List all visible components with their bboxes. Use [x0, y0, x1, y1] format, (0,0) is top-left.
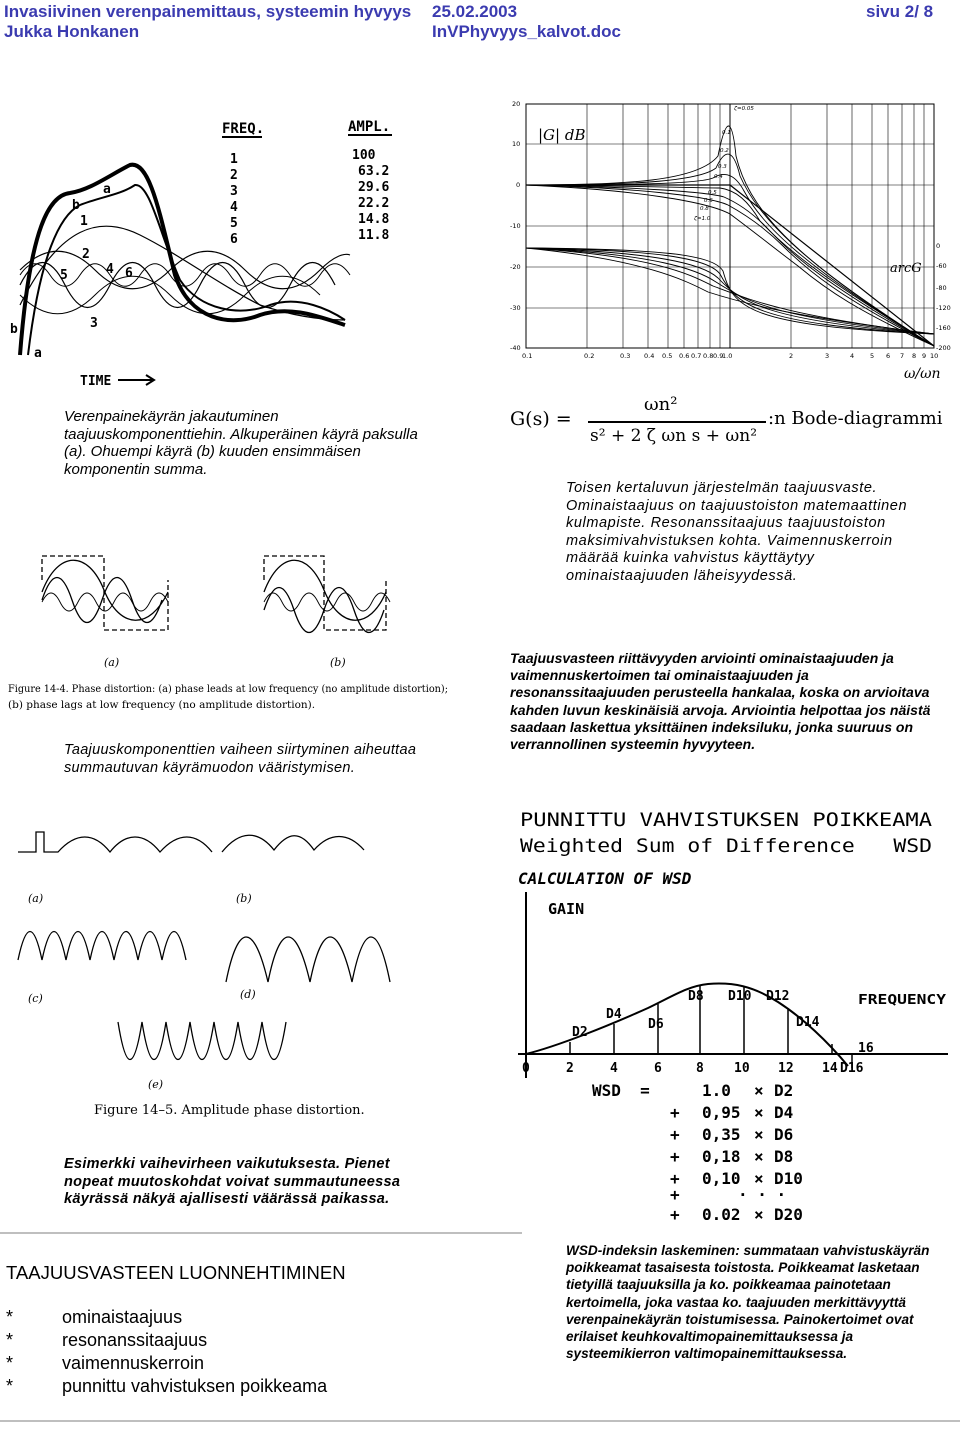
wsd-term-weight: 1.0: [702, 1081, 731, 1100]
bode-y-tick: 20: [512, 100, 521, 108]
amp-label: (d): [240, 988, 256, 1001]
list-item: [6, 1329, 207, 1351]
bode-diagram: [508, 96, 958, 384]
doc-author: Jukka Honkanen: [4, 22, 140, 41]
wsd-term-weight: 0.02: [702, 1205, 741, 1224]
amp-label: (e): [148, 1078, 164, 1091]
wsd-term-weight: 0,35: [702, 1125, 741, 1144]
list-bullet: *: [6, 1376, 14, 1396]
doc-title: Invasiivinen verenpainemittaus, systeemin hyvyys: [4, 2, 412, 21]
bode-x-label: ω/ωn: [904, 366, 941, 382]
wsd-d-label: D12: [766, 989, 790, 1004]
wsd-d-label: D16: [840, 1061, 864, 1076]
bode-x-tick: 4: [850, 352, 855, 360]
formula-lhs: G(s) =: [510, 408, 572, 430]
bode-x-tick: 9: [922, 352, 927, 360]
wsd-calc-label: CALCULATION OF WSD: [518, 869, 692, 888]
wsd-term-times: ×: [754, 1081, 764, 1100]
zeta-label: 0.2: [720, 148, 729, 154]
list-bullet: *: [6, 1353, 14, 1373]
wsd-term-op: +: [670, 1169, 680, 1188]
bode-phase-tick: -160: [936, 324, 951, 332]
bode-phase-tick: -200: [936, 344, 951, 352]
amp-label: (c): [28, 992, 43, 1005]
freq-value: 6: [230, 232, 238, 247]
freq-label: FREQ.: [222, 121, 265, 137]
wsd-term-op: +: [670, 1205, 680, 1224]
bode-phase-label: arcG: [890, 261, 922, 276]
wsd-axis-tick: 14: [822, 1061, 838, 1076]
wsd-d-label: D4: [606, 1007, 622, 1022]
bode-y-tick: -30: [510, 304, 521, 312]
amp-label: (a): [28, 892, 44, 905]
bode-phase-tick: -80: [936, 284, 947, 292]
wsd-axis-tick: 8: [696, 1061, 704, 1076]
text-evaluation: Taajuusvasteen riittävyyden arviointi ominaistaajuuden ja vaimennuskertoimen tai ominaistaajuuden ja resonanssitaajuuden perusteella hankalaa, koska on arvioitava kahden luvun keskinäisiä arvoja. Arviointia helpottaa jos näistä saadaan laskettua yksittäinen indeksiluku, jonka suuruus on verrannollinen systeemin hyvyyteen.: [510, 650, 931, 753]
wsd-term-op: +: [670, 1147, 680, 1166]
bode-x-tick: 0.4: [644, 352, 655, 360]
wsd-term-op: +: [670, 1125, 680, 1144]
doc-date: 25.02.2003: [432, 2, 518, 21]
wsd-term-weight: 0,10: [702, 1169, 741, 1188]
doc-filename: InVPhyvyys_kalvot.doc: [432, 22, 621, 41]
wsd-gain-label: GAIN: [548, 900, 585, 918]
transfer-function-formula: [506, 394, 952, 456]
bode-x-tick: 5: [870, 352, 875, 360]
wsd-title-fi: PUNNITTU VAHVISTUKSEN POIKKEAMA: [520, 809, 933, 831]
ampl-value: 11.8: [358, 228, 390, 243]
ampl-value: 22.2: [358, 196, 390, 211]
wsd-term-weight: 0,95: [702, 1103, 741, 1122]
wsd-axis-tick: 16: [858, 1041, 874, 1056]
wsd-term-times: ×: [754, 1147, 764, 1166]
wsd-equation-lhs: WSD =: [592, 1081, 650, 1100]
bode-x-tick: 0.9: [713, 352, 724, 360]
bode-x-tick: 0.6: [679, 352, 690, 360]
formula-denominator: s² + 2 ζ ωn s + ωn²: [590, 426, 758, 446]
formula-suffix: :n Bode-diagrammi: [768, 408, 943, 429]
ampl-value: 100: [352, 148, 376, 163]
bode-x-tick: 0.7: [691, 352, 702, 360]
wsd-term-times: ×: [754, 1205, 764, 1224]
wsd-axis-tick: 2: [566, 1061, 574, 1076]
freq-value: 1: [230, 152, 238, 167]
formula-fraction-bar: [588, 421, 766, 423]
page-bottom-divider: [0, 1420, 960, 1422]
bode-mag-label: |G| dB: [538, 126, 586, 144]
formula-numerator: ωn²: [644, 394, 678, 415]
wsd-axis-tick: 10: [734, 1061, 750, 1076]
bode-x-tick: 10: [930, 352, 939, 360]
phase-figure-caption: (b) phase lags at low frequency (no amplitude distortion).: [8, 699, 316, 711]
bode-phase-tick: -60: [936, 262, 947, 270]
wsd-d-label: D6: [648, 1017, 664, 1032]
wsd-term-d: D20: [774, 1205, 803, 1224]
zeta-label: 0.6: [704, 198, 713, 204]
phase-figure-caption: Figure 14-4. Phase distortion: (a) phase leads at low frequency (no amplitude distortion);: [8, 683, 448, 695]
wsd-d-label: D8: [688, 989, 704, 1004]
section-title: TAAJUUSVASTEEN LUONNEHTIMINEN: [6, 1262, 346, 1283]
wsd-axis-tick: 4: [610, 1061, 618, 1076]
freq-value: 2: [230, 168, 238, 183]
zeta-label: 0.4: [714, 174, 723, 180]
ampl-value: 63.2: [358, 164, 390, 179]
list-bullet: *: [6, 1307, 14, 1327]
bode-x-tick: 0.3: [620, 352, 631, 360]
zeta-label: 0.1: [722, 130, 731, 136]
bode-y-tick: -40: [510, 344, 521, 352]
list-item-label: ominaistaajuus: [62, 1307, 183, 1327]
bode-y-tick: 0: [516, 181, 521, 189]
ampl-label: AMPL.: [348, 119, 391, 135]
curve-label: 2: [82, 247, 90, 262]
zeta-label: 0.8: [700, 206, 709, 212]
phase-distortion-figure: [8, 530, 450, 720]
wsd-term-weight: · · ·: [738, 1185, 787, 1204]
zeta-label: 0.3: [718, 164, 727, 170]
curve-label: 4: [106, 262, 114, 277]
zeta-label: ζ=1.0: [694, 216, 711, 222]
time-label: TIME: [80, 374, 112, 389]
curve-label: b: [10, 322, 18, 337]
curve-label: a: [103, 182, 111, 197]
bode-x-tick: 0.5: [662, 352, 673, 360]
wsd-term-times: ×: [754, 1169, 764, 1188]
bode-x-tick: 0.2: [584, 352, 595, 360]
bode-x-tick: 8: [912, 352, 917, 360]
list-item: [6, 1352, 204, 1374]
bode-x-tick: 3: [825, 352, 830, 360]
amp-figure-caption: Figure 14–5. Amplitude phase distortion.: [94, 1103, 365, 1118]
list-bullet: *: [6, 1330, 14, 1350]
wsd-term-times: ×: [754, 1125, 764, 1144]
bode-phase-tick: -120: [936, 304, 951, 312]
curve-label: a: [34, 346, 42, 361]
curve-label: 5: [60, 268, 68, 283]
wsd-d-label: D14: [796, 1015, 820, 1030]
bode-x-tick: 6: [886, 352, 891, 360]
caption-bode: Toisen kertaluvun järjestelmän taajuusvaste. Ominaistaajuus on taajuustoiston matemaattinen kulmapiste. Resonanssitaajuus taajuustoiston maksimivahvistuksen kohta. Vaimennuskerroin määrää kuinka vahvistus käyttäytyy ominaistaajuuden läheisyydessä.: [566, 480, 908, 584]
wsd-term-weight: 0,18: [702, 1147, 741, 1166]
wsd-term-times: ×: [754, 1103, 764, 1122]
list-item: [6, 1375, 327, 1397]
harmonics-figure: [0, 105, 391, 395]
curve-label: 6: [125, 266, 133, 281]
zeta-label: 0.5: [708, 190, 717, 196]
wsd-term-d: D4: [774, 1103, 794, 1122]
caption-wsd: WSD-indeksin laskeminen: summataan vahvistuskäyrän poikkeamat tasaisesta toistosta. Poikkeamat lasketaan tietyillä taajuuksilla ja ko. poikkeamaa painotetaan kertoimella, joka vastaa ko. taajuuden merkittävyyttä verenpainekäyrän toistumisessa. Painokertoimet ovat erilaiset keuhkovaltimopainemittauksessa ja systeemikierron valtimopainemittauksessa.: [566, 1243, 930, 1362]
zeta-label: ζ=0.05: [734, 106, 754, 112]
wsd-term-op: +: [670, 1103, 680, 1122]
bode-x-tick: 2: [789, 352, 794, 360]
wsd-d-label: D2: [572, 1025, 588, 1040]
bode-x-tick: 0.1: [522, 352, 533, 360]
bode-y-tick: -20: [510, 263, 521, 271]
curve-label: b: [72, 198, 80, 213]
ampl-value: 29.6: [358, 180, 390, 195]
wsd-frequency-label: FREQUENCY: [858, 993, 947, 1008]
phase-label-a: (a): [104, 656, 120, 669]
list-item-label: punnittu vahvistuksen poikkeama: [62, 1376, 328, 1396]
ampl-value: 14.8: [358, 212, 390, 227]
page-number: sivu 2/ 8: [866, 2, 934, 21]
curve-label: 1: [80, 214, 88, 229]
wsd-title-en: Weighted Sum of Difference WSD: [520, 835, 932, 857]
wsd-figure: [508, 796, 952, 1228]
caption-amp: Esimerkki vaihevirheen vaikutuksesta. Pienet nopeat muutoskohdat voivat summautuneessa käyrässä näkyä ajallisesti väärässä paikassa.: [64, 1156, 401, 1207]
bode-x-tick: 7: [900, 352, 905, 360]
list-item-label: resonanssitaajuus: [62, 1330, 208, 1350]
curve-label: 3: [90, 316, 98, 331]
amp-label: (b): [236, 892, 252, 905]
wsd-term-d: D10: [774, 1169, 803, 1188]
wsd-axis-tick: 0: [522, 1061, 530, 1076]
caption-harmonics: Verenpainekäyrän jakautuminen taajuuskomponenttiehin. Alkuperäinen käyrä paksulla (a). Ohuempi käyrä (b) kuuden ensimmäisen komponentin summa.: [64, 408, 418, 478]
caption-phase: Taajuuskomponenttien vaiheen siirtyminen aiheuttaa summautuvan käyrämuodon vääristymisen.: [64, 742, 417, 776]
list-item-label: vaimennuskerroin: [62, 1353, 205, 1373]
bode-x-tick: 0.8: [703, 352, 714, 360]
wsd-axis-tick: 6: [654, 1061, 662, 1076]
wsd-term-op: +: [670, 1185, 680, 1204]
phase-label-b: (b): [330, 656, 346, 669]
bode-y-tick: -10: [510, 222, 521, 230]
wsd-axis-tick: 12: [778, 1061, 794, 1076]
wsd-term-d: D8: [774, 1147, 794, 1166]
wsd-d-label: D10: [728, 989, 752, 1004]
bode-y-tick: 10: [512, 140, 521, 148]
bode-phase-tick: 0: [936, 242, 941, 250]
wsd-term-d: D6: [774, 1125, 794, 1144]
bode-x-tick: 1.0: [722, 352, 733, 360]
freq-value: 5: [230, 216, 238, 231]
wsd-term-d: D2: [774, 1081, 794, 1100]
freq-value: 3: [230, 184, 238, 199]
amplitude-distortion-figure: [18, 822, 408, 1122]
list-item: [6, 1306, 182, 1328]
harmonic-curves: [20, 165, 350, 355]
freq-value: 4: [230, 200, 238, 215]
section-divider: [0, 1232, 522, 1234]
